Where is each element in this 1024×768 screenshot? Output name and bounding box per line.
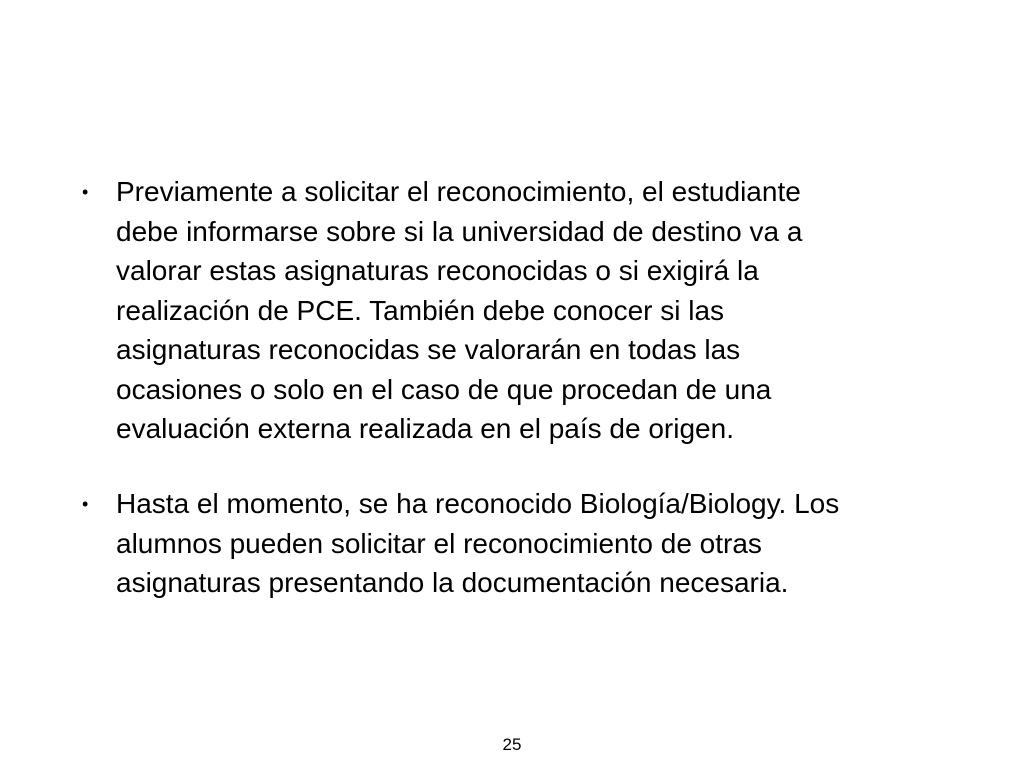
bullet-text-line: Hasta el momento, se ha reconocido Biología/Biology. Los <box>116 488 840 519</box>
bullet-text <box>116 484 1016 603</box>
bullet-text-line: valorar estas asignaturas reconocidas o si exigirá la <box>116 255 759 286</box>
bullet-text-line: debe informarse sobre si la universidad de destino va a <box>116 215 803 247</box>
bullet-text <box>116 172 1016 449</box>
bullet-text-line: evaluación externa realizada en el país de origen. <box>116 413 734 444</box>
bullet-icon: • <box>82 182 89 202</box>
bullet-text-line: realización de PCE. También debe conocer si las <box>116 294 725 326</box>
bullet-text-line: alumnos pueden solicitar el reconocimiento de otras <box>116 527 762 559</box>
bullet-text-line: asignaturas reconocidas se valorarán en todas las <box>116 334 741 365</box>
bullet-text-line: Previamente a solicitar el reconocimiento, el estudiante <box>116 176 801 207</box>
bullet-text-line: asignaturas presentando la documentación necesaria. <box>116 567 789 598</box>
page-number: 25 <box>502 735 522 754</box>
bullet-text-line: ocasiones o solo en el caso de que procedan de una <box>116 373 772 405</box>
bullet-icon: • <box>82 494 89 514</box>
